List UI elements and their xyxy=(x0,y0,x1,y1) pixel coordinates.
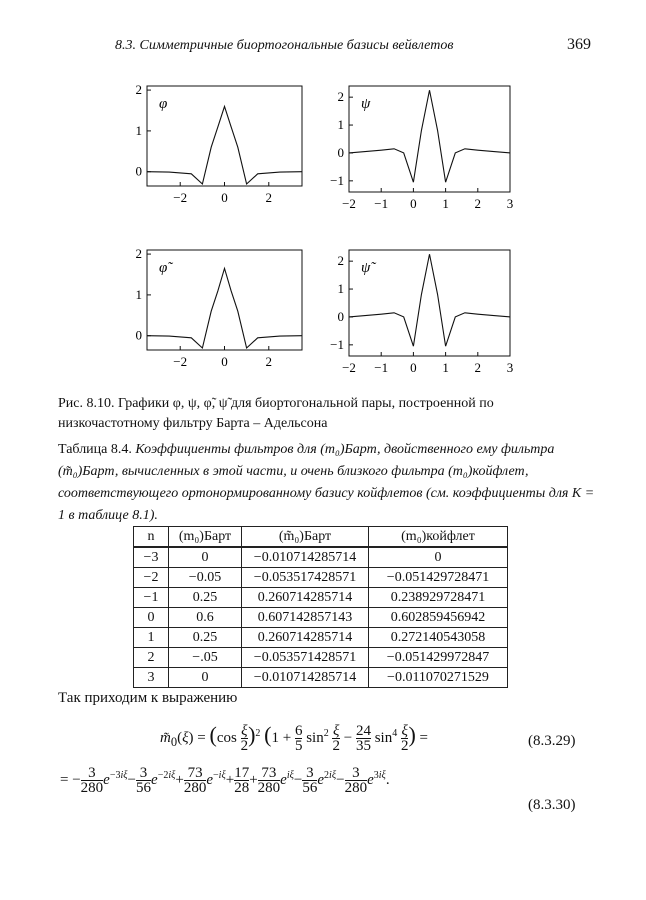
page-number: 369 xyxy=(567,36,591,53)
series-line xyxy=(147,268,302,348)
table-row xyxy=(134,648,508,668)
table-row xyxy=(134,608,508,628)
running-header: 8.3. Симметричные биортогональные базисы вейвлетов xyxy=(115,38,454,53)
series-line xyxy=(349,254,510,346)
table-cell: −0.010714285714 xyxy=(242,547,369,568)
figure-8-10 xyxy=(0,0,646,390)
table-caption xyxy=(58,439,598,527)
table-row xyxy=(134,668,508,688)
table-cell: 0.6 xyxy=(169,608,242,628)
table-cell: 0.25 xyxy=(169,628,242,648)
col-header-n: n xyxy=(134,527,169,548)
x-tick-label: −1 xyxy=(374,196,389,211)
table-row xyxy=(134,588,508,608)
table-cell: −3 xyxy=(134,547,169,568)
table-cell: −0.010714285714 xyxy=(242,668,369,688)
x-tick-label: 3 xyxy=(506,360,514,375)
x-tick-label: 0 xyxy=(221,190,228,205)
coefficients-table xyxy=(133,526,508,688)
table-cell: 0 xyxy=(134,608,169,628)
plot-frame xyxy=(349,86,510,192)
table-cell: −0.051429972847 xyxy=(369,648,508,668)
paragraph-text: Так приходим к выражению xyxy=(58,690,238,706)
x-tick-label: −2 xyxy=(173,190,188,205)
plot-title: ψ̃ xyxy=(361,260,371,276)
plot-frame xyxy=(147,250,302,350)
equation-8-3-29: $m̃_0(\xi) = (\cos$ $\frac{\xi}{2}$ )$^2$ (1 + $\frac{6}{5}$ $\sin^2$ $\frac{\xi}{2}$ − $\frac{24}{35}$ $\sin^4$ $\frac{\xi}{2}$ ) = xyxy=(160,722,428,755)
plot-frame xyxy=(147,86,302,186)
y-tick-label: 1 xyxy=(337,281,344,297)
col-header-m0-bart: (m₀)Барт xyxy=(169,527,242,548)
x-tick-label: 0 xyxy=(221,354,228,369)
x-tick-label: 0 xyxy=(410,360,417,375)
table-row xyxy=(134,628,508,648)
table-caption-text: Коэффициенты фильтров для (m₀)Барт, двойственного ему фильтра (m̃₀)Барт, вычисленных в этой части, и очень близкого фильтра (m₀)койфлет, соответствующего ортонормированному базису койфлетов (см. коэффициенты для K = 1 в таблице 8.1). xyxy=(58,442,595,523)
table-cell: 0.602859456942 xyxy=(369,608,508,628)
table-caption-lead: Таблица 8.4. xyxy=(58,442,132,457)
y-tick-label: 2 xyxy=(337,89,344,105)
x-tick-label: 0 xyxy=(410,196,417,211)
y-tick-label: 2 xyxy=(135,82,142,98)
y-tick-label: −1 xyxy=(330,336,344,352)
equation-8-3-30: = − $\frac{3}{280}$ $e^{-3i\xi}-$ $\frac{3}{56}$ $e^{-2i\xi}+$ $\frac{73}{280}$ $e^{-i\xi}+$ $\frac{17}{28}$ + $\frac{73}{280}$ $e^{i\xi}-$ $\frac{3}{56}$ $e^{2i\xi}-$ $\frac{3}{280}$ $e^{3i\xi}$. xyxy=(60,765,390,796)
equation-number-1: (8.3.29) xyxy=(528,733,576,749)
col-header-m0-tilde-bart: (m̃₀)Барт xyxy=(242,527,369,548)
table-cell: −0.053571428571 xyxy=(242,648,369,668)
y-tick-label: 2 xyxy=(337,253,344,269)
x-tick-label: −1 xyxy=(374,360,389,375)
y-tick-label: 0 xyxy=(337,308,344,324)
equation-number-2: (8.3.30) xyxy=(528,797,576,813)
y-tick-label: 0 xyxy=(135,163,142,179)
table-cell: 0 xyxy=(169,668,242,688)
y-tick-label: 0 xyxy=(337,144,344,160)
y-tick-label: 0 xyxy=(135,327,142,343)
table-cell: −.05 xyxy=(169,648,242,668)
table-cell: −0.011070271529 xyxy=(369,668,508,688)
series-line xyxy=(349,90,510,182)
y-tick-label: 2 xyxy=(135,246,142,262)
table-cell: −2 xyxy=(134,568,169,588)
table-cell: −0.053517428571 xyxy=(242,568,369,588)
table-cell: 0.607142857143 xyxy=(242,608,369,628)
table-cell: −0.051429728471 xyxy=(369,568,508,588)
x-tick-label: 2 xyxy=(474,360,482,375)
x-tick-label: 2 xyxy=(474,196,482,211)
y-tick-label: 1 xyxy=(135,122,142,138)
y-tick-label: 1 xyxy=(135,286,142,302)
x-tick-label: −2 xyxy=(173,354,188,369)
x-tick-label: 2 xyxy=(265,190,273,205)
table-row xyxy=(134,568,508,588)
plot-title: φ̃ xyxy=(159,260,168,276)
plot-frame xyxy=(349,250,510,356)
plot-title: φ xyxy=(159,96,168,112)
plot-title: ψ xyxy=(361,96,371,112)
x-tick-label: 3 xyxy=(506,196,514,211)
x-tick-label: −2 xyxy=(342,196,356,211)
table-cell: 0 xyxy=(169,547,242,568)
series-line xyxy=(147,106,302,184)
table-cell: 3 xyxy=(134,668,169,688)
x-tick-label: −2 xyxy=(342,360,356,375)
table-cell: 0.260714285714 xyxy=(242,628,369,648)
x-tick-label: 2 xyxy=(265,354,273,369)
table-cell: 1 xyxy=(134,628,169,648)
y-tick-label: 1 xyxy=(337,117,344,133)
table-cell: 2 xyxy=(134,648,169,668)
table-row xyxy=(134,547,508,568)
table-cell: 0.238929728471 xyxy=(369,588,508,608)
table-cell: 0.272140543058 xyxy=(369,628,508,648)
figure-caption: Рис. 8.10. Графики φ, ψ, φ̃, ψ̃ для биортогональной пары, построенной по низкочастотному фильтру Барта – Адельсона xyxy=(58,396,494,431)
x-tick-label: 1 xyxy=(442,196,449,211)
table-cell: 0 xyxy=(369,547,508,568)
table-cell: 0.260714285714 xyxy=(242,588,369,608)
x-tick-label: 1 xyxy=(442,360,449,375)
y-tick-label: −1 xyxy=(330,172,344,188)
col-header-m0-coiflet: (m₀)койфлет xyxy=(369,527,508,548)
table-cell: −0.05 xyxy=(169,568,242,588)
table-cell: 0.25 xyxy=(169,588,242,608)
table-header-row xyxy=(134,527,508,548)
table-cell: −1 xyxy=(134,588,169,608)
